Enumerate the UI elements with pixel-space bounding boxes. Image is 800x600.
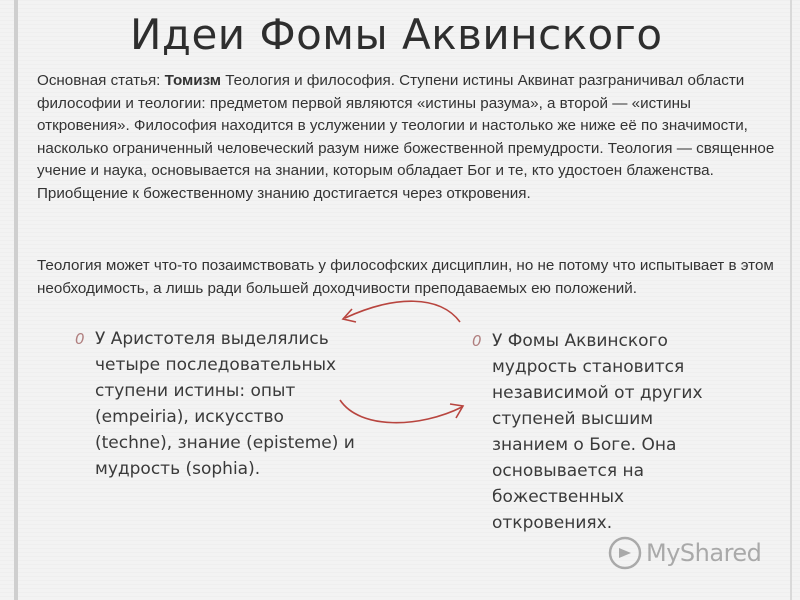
intro-body: Теология и философия. Ступени истины Аквинат разграничивал области философии и теологии: предметом первой являются «истины разума», а второй — «истины откровения». Философия находится в услужении у теологии и настолько же ниже её по значимости, насколько ограниченный человеческий разум ниже божественной премудрости. Теология — священное учение и наука, основывается на знании, которым обладает Бог и те, кто удостоен блаженства. Приобщение к божественному знанию достигается через откровения. bbox=[37, 72, 775, 202]
watermark-text: MyShared bbox=[646, 539, 762, 567]
slide-title: Идеи Фомы Аквинского bbox=[130, 10, 663, 59]
curved-arrow-right-icon bbox=[340, 400, 462, 423]
curved-arrow-left-icon bbox=[345, 301, 460, 322]
intro-prefix: Основная статья: bbox=[37, 72, 165, 89]
bullet-marker: 0 bbox=[472, 332, 482, 350]
bullet-marker: 0 bbox=[75, 330, 85, 348]
theology-paragraph: Теология может что-то позаимствовать у философских дисциплин, но не потому что испытывает в этом необходимость, а лишь ради большей доходчивости преподаваемых ею положений. bbox=[37, 257, 774, 297]
bullet-aristotle-text: У Аристотеля выделялись четыре последовательных ступени истины: опыт (empeiria), искусство (techne), знание (episteme) и мудрость (sophia). bbox=[95, 329, 355, 479]
watermark bbox=[608, 536, 761, 570]
intro-bold-term: Томизм bbox=[164, 72, 221, 89]
bullet-aquinas-text: У Фомы Аквинского мудрость становится независимой от других ступеней высшим знанием о Боге. Она основывается на божественных откровениях. bbox=[492, 331, 703, 533]
myshared-logo-icon bbox=[608, 536, 642, 570]
